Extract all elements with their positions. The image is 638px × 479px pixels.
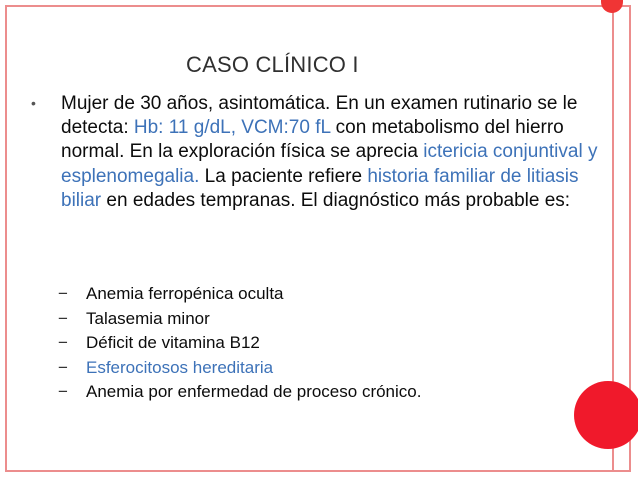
dash-icon: − (58, 357, 68, 377)
option-label: Déficit de vitamina B12 (86, 333, 260, 352)
slide-title: CASO CLÍNICO I (186, 52, 359, 77)
dash-icon: − (58, 308, 68, 328)
case-text-part: La paciente refiere (199, 165, 368, 187)
bullet-icon: • (31, 95, 36, 111)
case-text-part: con metabolismo del hierro normal. En la exploración física se aprecia (61, 117, 564, 163)
answer-options (58, 282, 421, 405)
option-label: Anemia ferropénica oculta (86, 284, 284, 303)
case-description (61, 92, 609, 213)
option-label: Talasemia minor (86, 308, 210, 328)
dash-icon: − (58, 382, 68, 401)
option-item (58, 307, 421, 332)
family-history: historia familiar de litiasis biliar (61, 165, 579, 211)
option-label: Esferocitosos hereditaria (86, 357, 274, 377)
option-item (58, 331, 421, 356)
case-text-part: Mujer de 30 años, asintomática. En un examen rutinario se le detecta: (61, 93, 578, 139)
case-text-part: en edades tempranas. El diagnóstico más probable es: (101, 189, 571, 211)
lab-values: Hb: 11 g/dL, VCM:70 fL (133, 117, 331, 139)
dash-icon: − (58, 333, 68, 352)
exam-findings: ictericia conjuntival y esplenomegalia. (61, 141, 598, 187)
decorative-circle (574, 381, 638, 449)
option-item-correct (58, 356, 421, 381)
dash-icon: − (58, 284, 68, 303)
option-item (58, 380, 421, 405)
option-label: Anemia por enfermedad de proceso crónico. (86, 382, 422, 401)
option-item (58, 282, 421, 307)
